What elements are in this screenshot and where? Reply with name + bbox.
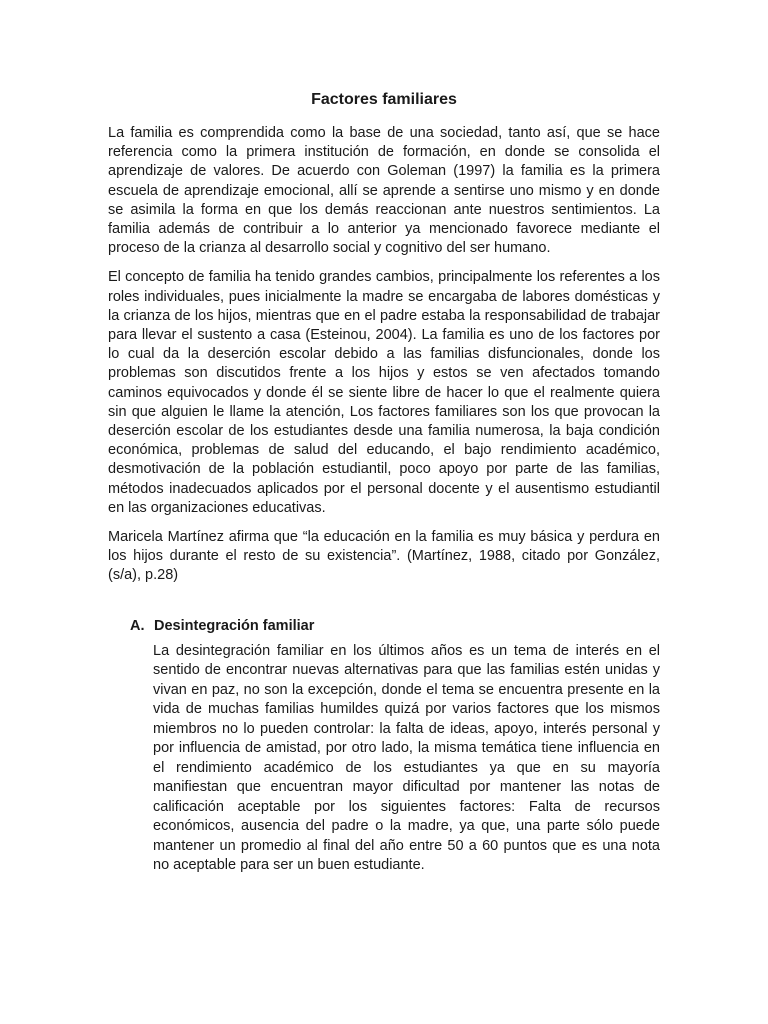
- document-page: [108, 90, 660, 886]
- section-a-heading: [130, 616, 660, 636]
- section-a-letter: A.: [130, 617, 145, 634]
- section-a-paragraph: La desintegración familiar en los últimos años es un tema de interés en el sentido de encontrar nuevas alternativas para que las familias estén unidas y vivan en paz, no son la excepción, donde el tema se encuentra presente en la vida de muchas familias humildes quizá por varios factores que los mismos miembros no lo pueden controlar: la falta de ideas, apoyo, interés personal y por influencia de amistad, por otro lado, la misma temática tiene influencia en el rendimiento académico de los estudiantes ya que en su mayoría manifiestan que encuentran mayor dificultad por mantener las notas de calificación aceptable por los siguientes factores: Falta de recursos económicos, ausencia del padre o la madre, ya que, una parte sólo puede mantener un promedio al final del año entre 50 a 60 puntos que es una nota no aceptable para ser un buen estudiante.: [153, 642, 660, 874]
- section-a-title: Desintegración familiar: [154, 617, 315, 634]
- section-a-body: [153, 642, 660, 876]
- document-title: Factores familiares: [311, 91, 457, 108]
- section-a: [108, 616, 660, 876]
- paragraph-3: Maricela Martínez afirma que “la educación en la familia es muy básica y perdura en los hijos durante el resto de su existencia”. (Martínez, 1988, citado por González, (s/a), p.28): [108, 529, 660, 584]
- paragraph-1: La familia es comprendida como la base de una sociedad, tanto así, que se hace referencia como la primera institución de formación, en donde se consolida el aprendizaje de valores. De acuerdo con Goleman (1997) la familia es la primera escuela de aprendizaje emocional, allí se aprende a sentirse uno mismo y en donde se asimila la forma en que los demás reaccionan ante nuestros sentimientos. La familia además de contribuir a lo anterior ya mencionado favorece mediante el proceso de la crianza al desarrollo social y cognitivo del ser humano.: [108, 125, 660, 257]
- paragraph-2: El concepto de familia ha tenido grandes cambios, principalmente los referentes a los roles individuales, pues inicialmente la madre se encargaba de labores domésticas y la crianza de los hijos, mientras que en el padre estaba la responsabilidad de trabajar para llevar el sustento a casa (Esteinou, 2004). La familia es uno de los factores por lo cual da la deserción escolar debido a las familias disfuncionales, donde los problemas son discutidos frente a los hijos y estos se ven afectados tomando caminos equivocados y donde él se siente libre de hacer lo que el realmente quiera sin que alguien le llame la atención, Los factores familiares son los que provocan la deserción escolar de los estudiantes desde una familia numerosa, la baja condición económica, problemas de salud del educando, el bajo rendimiento académico, desmotivación de la población estudiantil, poco apoyo por parte de las familias, métodos inadecuados aplicados por el personal docente y el ausentismo estudiantil en las organizaciones educativas.: [108, 269, 660, 516]
